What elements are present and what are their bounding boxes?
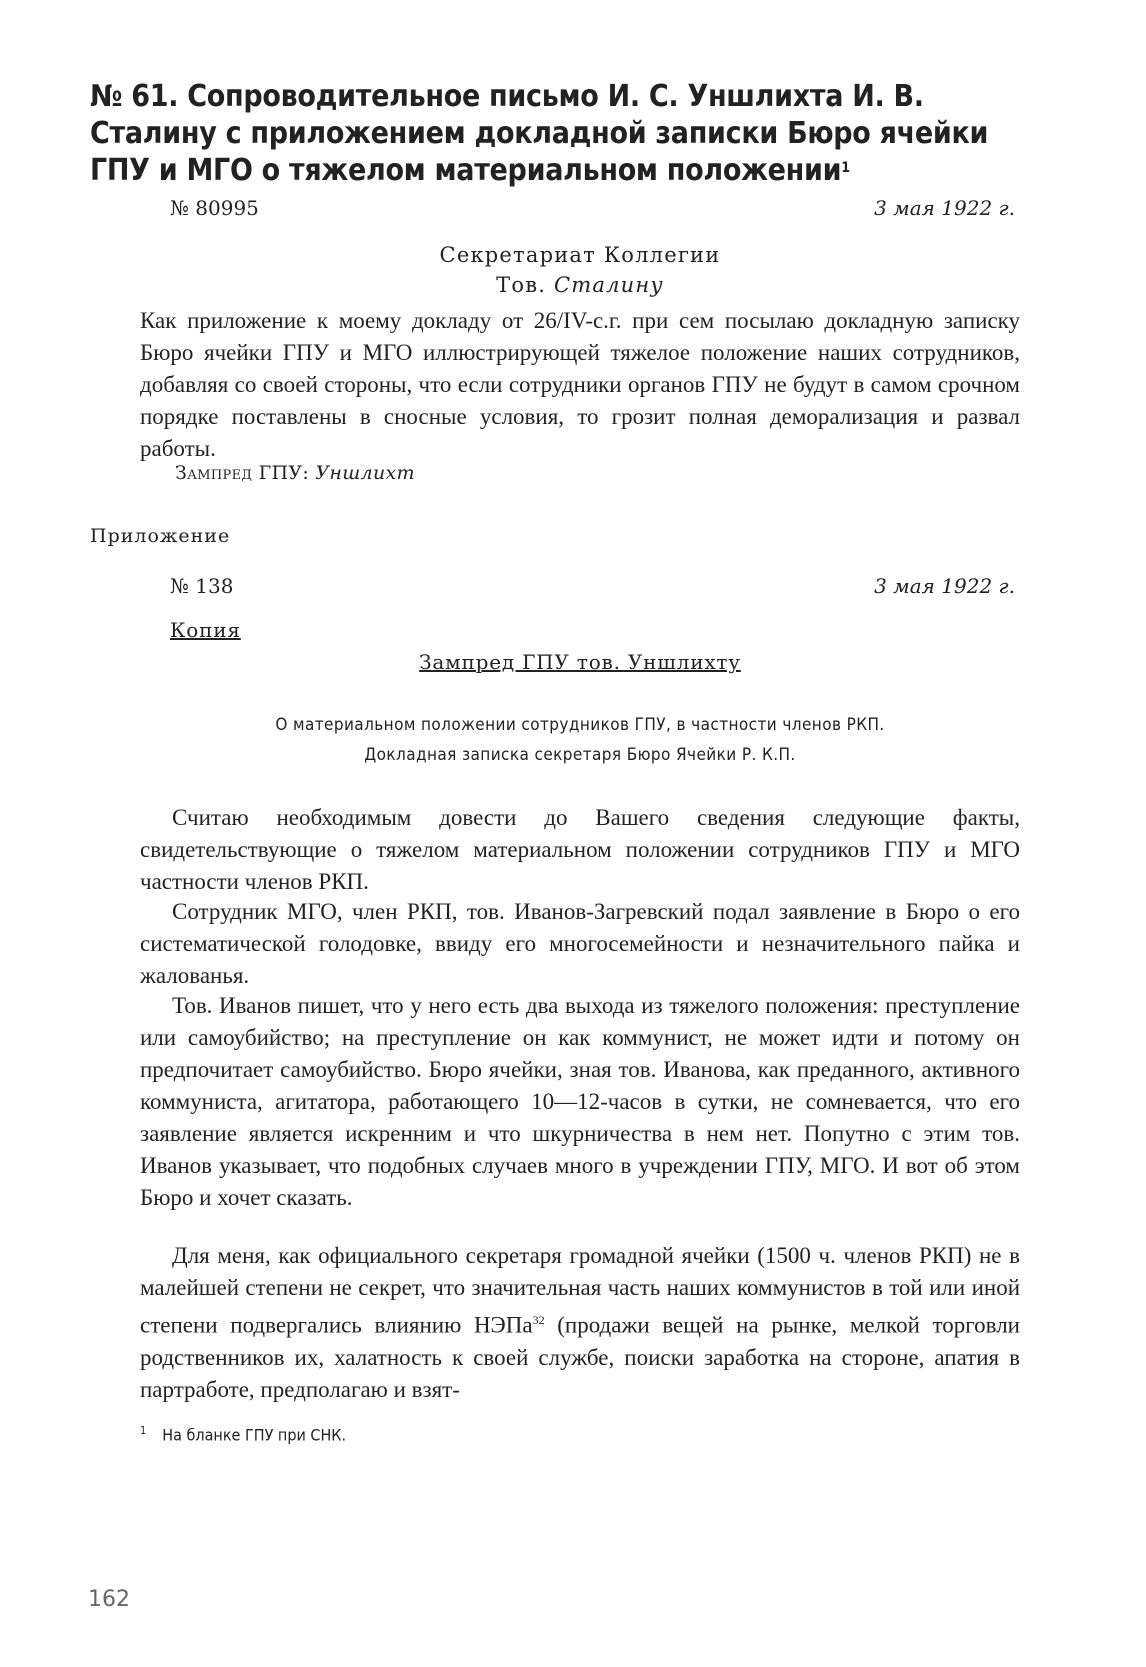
letter-addressee-line1: Секретариат Коллегии	[439, 243, 721, 267]
footnote-mark: 1	[140, 1424, 147, 1437]
letter-number: № 80995	[170, 196, 259, 220]
subtitle-line1: О материальном положении сотрудников ГПУ, в частности членов РКП.	[275, 715, 885, 735]
page-number: 162	[88, 1587, 130, 1612]
paragraph-1: Считаю необходимым довести до Вашего сведения следующие факты, свидетельствующие о тяжелом материальном положении сотрудников ГПУ и МГО частности членов РКП.	[140, 805, 1020, 894]
document-heading	[90, 78, 1040, 189]
appendix-date: 3 мая 1922 г.	[874, 574, 1015, 598]
paragraph-3: Тов. Иванов пишет, что у него есть два выхода из тяжелого положения: преступление или самоубийство; на преступление он как коммунист, не может идти и потому он предпочитает самоубийство. Бюро ячейки, зная тов. Иванова, как преданного, активного коммуниста, агитатора, работающего 10—12-часов в сутки, не сомневается, что его заявление является искренним и что шкурничества в нем нет. Попутно с этим тов. Иванов указывает, что подобных случаев много в учреждении ГПУ, МГО. И вот об этом Бюро и хочет сказать.	[140, 993, 1020, 1210]
signature-title: Зампред ГПУ:	[175, 462, 310, 484]
addressee-name: Сталину	[554, 273, 664, 297]
letter-signature	[175, 462, 415, 484]
addressee-prefix: Тов.	[496, 273, 554, 297]
paragraph-4-after: (продажи вещей на рынке, мелкой торговли родственников их, халатность к своей службе, поиски заработка на стороне, апатия в партработе, предполагаю и взят-	[140, 1312, 1020, 1402]
paragraph-2: Сотрудник МГО, член РКП, тов. Иванов-Загревский подал заявление в Бюро о его систематической голодовке, ввиду его многосемейности и незначительного пайка и жалованья.	[140, 899, 1020, 988]
letter-date: 3 мая 1922 г.	[874, 196, 1015, 220]
footnote-text: На бланке ГПУ при СНК.	[162, 1425, 347, 1445]
heading-footnote-mark: 1	[841, 160, 850, 176]
heading-text: № 61. Сопроводительное письмо И. С. Уншлихта И. В. Сталину с приложением докладной записки Бюро ячейки ГПУ и МГО о тяжелом материальном положении	[90, 79, 989, 188]
signature-name: Уншлихт	[315, 462, 415, 484]
letter-body: Как приложение к моему докладу от 26/IV-с.г. при сем посылаю докладную записку Бюро ячейки ГПУ и МГО иллюстрирующей тяжелое положение наших сотрудников, добавляя со своей стороны, что если сотрудники органов ГПУ не будут в самом срочном порядке поставлены в сносные условия, то грозит полная деморализация и развал работы.	[140, 308, 1020, 461]
appendix-label: Приложение	[90, 525, 231, 547]
appendix-number: № 138	[170, 574, 234, 598]
paragraph-4-before: Для меня, как официального секретаря громадной ячейки (1500 ч. членов РКП) не в малейшей степени не секрет, что значительная часть наших коммунистов в той или иной степени подвергались влиянию НЭПа	[140, 1243, 1020, 1338]
letter-addressee-line2	[140, 273, 1020, 297]
copy-label: Копия	[170, 618, 241, 642]
footnote	[140, 1424, 346, 1444]
paragraph-4	[140, 1240, 1020, 1406]
appendix-subtitle	[140, 710, 1020, 770]
paragraph-4-footnote-mark: 32	[532, 1313, 545, 1327]
appendix-addressee-text: Зампред ГПУ тов. Уншлихту	[419, 650, 741, 674]
subtitle-line2: Докладная записка секретаря Бюро Ячейки Р. К.П.	[364, 745, 796, 765]
appendix-addressee	[140, 650, 1020, 674]
